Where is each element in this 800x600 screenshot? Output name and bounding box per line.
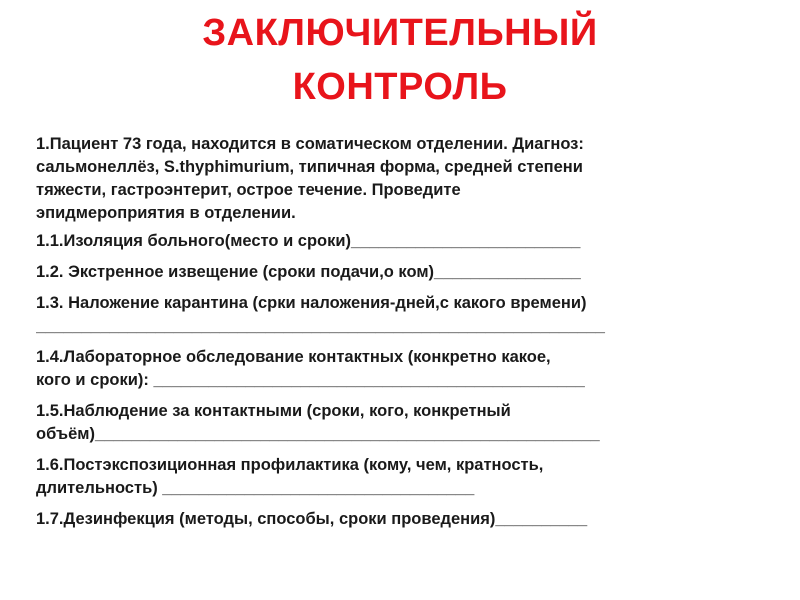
item-lab-examination-line-1: 1.4.Лабораторное обследование контактных (конкретно какое,	[36, 348, 551, 366]
task-description	[36, 133, 786, 225]
item-disinfection	[36, 508, 786, 531]
item-prophylaxis-line-1: 1.6.Постэкспозиционная профилактика (кому, чем, кратность,	[36, 456, 544, 474]
task-line-2: сальмонеллёз, S.thyphimurium, типичная форма, средней степени	[36, 158, 583, 176]
slide-title	[0, 6, 800, 114]
item-emergency-notice-text: 1.2. Экстренное извещение (сроки подачи,о ком)________________	[36, 263, 581, 281]
item-quarantine	[36, 292, 786, 338]
item-post-exposure-prophylaxis	[36, 454, 786, 500]
item-prophylaxis-line-2: длительность) __________________________________	[36, 479, 475, 497]
item-lab-examination	[36, 346, 786, 392]
item-contact-observation-line-2: объём)_______________________________________________________	[36, 425, 600, 443]
item-disinfection-text: 1.7.Дезинфекция (методы, способы, сроки проведения)__________	[36, 510, 588, 528]
item-isolation	[36, 230, 786, 253]
slide-title-line-1: ЗАКЛЮЧИТЕЛЬНЫЙ	[202, 12, 598, 54]
item-isolation-text: 1.1.Изоляция больного(место и сроки)_________________________	[36, 232, 581, 250]
task-line-1: 1.Пациент 73 года, находится в соматическом отделении. Диагноз:	[36, 135, 584, 153]
item-lab-examination-line-2: кого и сроки): _______________________________________________	[36, 371, 585, 389]
item-quarantine-text: 1.3. Наложение карантина (срки наложения-дней,с какого времени)	[36, 294, 587, 312]
item-emergency-notice	[36, 261, 786, 284]
task-line-3: тяжести, гастроэнтерит, острое течение. Проведите	[36, 181, 461, 199]
item-contact-observation	[36, 400, 786, 446]
item-quarantine-blank: ______________________________________________________________	[36, 317, 605, 335]
task-line-4: эпидмероприятия в отделении.	[36, 204, 296, 222]
item-contact-observation-line-1: 1.5.Наблюдение за контактными (сроки, кого, конкретный	[36, 402, 511, 420]
slide-title-line-2: КОНТРОЛЬ	[292, 66, 508, 108]
task-content	[36, 133, 786, 531]
